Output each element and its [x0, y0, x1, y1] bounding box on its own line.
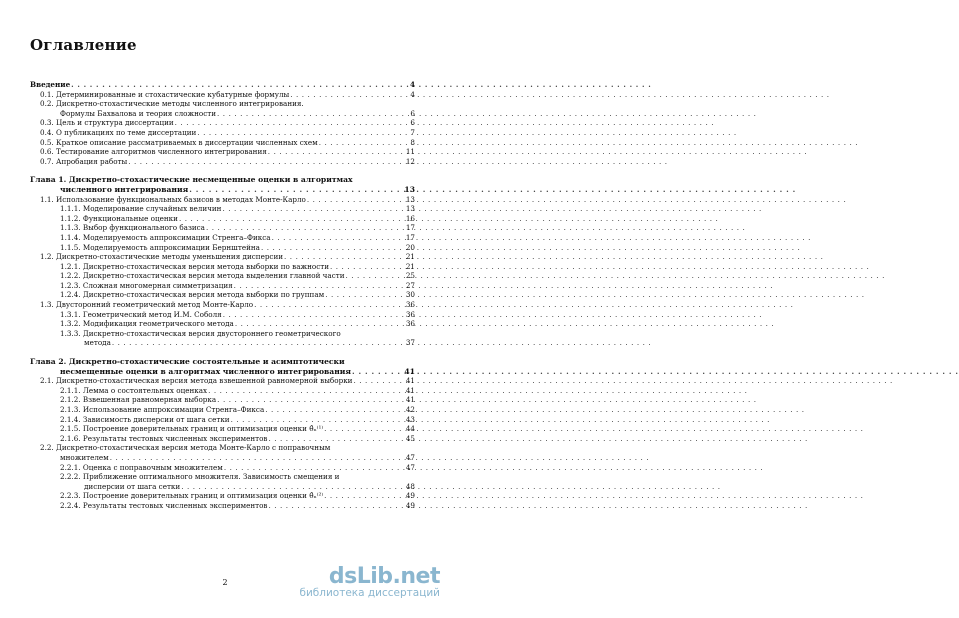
leader-dots: [175, 118, 714, 128]
toc-entry-page: 6: [410, 118, 415, 128]
leader-dots: [234, 281, 773, 291]
toc-entry[interactable]: [0, 463, 450, 473]
leader-dots: [206, 223, 745, 233]
toc-entry-title: 2.2.1. Оценка с поправочным множителем: [60, 462, 223, 472]
leader-dots: [181, 482, 720, 492]
toc-entry-title: 1.3. Двусторонний геометрический метод Монте-Карло: [40, 300, 254, 310]
toc-entry[interactable]: [0, 319, 450, 329]
leader-dots: [353, 376, 892, 386]
watermark: [299, 564, 440, 599]
toc-entry-title: Введение: [30, 80, 71, 89]
leader-dots: [254, 300, 793, 310]
toc-entry[interactable]: [0, 443, 450, 453]
toc-entry[interactable]: [0, 243, 450, 253]
leader-dots: [179, 214, 718, 224]
toc-entry[interactable]: [0, 175, 450, 185]
toc-entry-title: 1.1.1. Моделирование случайных величин: [60, 204, 222, 214]
toc-entry-title: дисперсии от шага сетки: [84, 481, 181, 491]
toc-entry-page: 13: [405, 204, 415, 214]
toc-entry-page: 43: [405, 414, 415, 424]
toc-entry[interactable]: [0, 204, 450, 214]
toc-entry-page: 11: [405, 147, 415, 157]
toc-entry-page: 16: [405, 213, 415, 223]
toc-entry-title: множителем: [60, 452, 109, 462]
toc-entry-page: 41: [404, 366, 415, 376]
leader-dots: [189, 185, 796, 195]
leader-dots: [208, 386, 747, 396]
watermark-subtitle: библиотека диссертаций: [299, 587, 440, 599]
toc-entry-title: 0.7. Апробация работы: [40, 156, 128, 166]
toc-entry-title: 0.4. О публикациях по теме диссертации: [40, 127, 197, 137]
toc-entry[interactable]: [0, 128, 450, 138]
toc-entry[interactable]: [0, 195, 450, 205]
leader-dots: [223, 310, 762, 320]
toc-entry-page: 13: [405, 194, 415, 204]
toc-entry-title: 1.2. Дискретно-стохастические методы уменьшения дисперсии: [40, 252, 284, 262]
toc-entry-title: 0.6. Тестирование алгоритмов численного интегрирования: [40, 147, 267, 157]
toc-entry-title: 2.2.3. Построение доверительных границ и оптимизация оценки θ̂ₙ⁽²⁾: [60, 491, 324, 501]
toc-entry-title: 0.5. Краткое описание рассматриваемых в диссертации численных схем: [40, 137, 318, 147]
toc-entry-page: 20: [405, 242, 415, 252]
toc-entry-page: 4: [409, 80, 415, 89]
toc-entry-title: 0.1. Детерминированные и стохастические кубатурные формулы: [40, 89, 290, 99]
toc-entry-title: несмещенные оценки в алгоритмах численного интегрирования: [60, 366, 352, 376]
toc-entry-title: 2.1.1. Лемма о состоятельных оценках: [60, 385, 208, 395]
toc-entry[interactable]: [0, 415, 450, 425]
toc-entry[interactable]: [0, 453, 450, 463]
toc-entry[interactable]: [0, 357, 450, 367]
toc-entry[interactable]: [0, 367, 450, 377]
toc-entry-title: 1.1.3. Выбор функционального базиса: [60, 223, 205, 233]
leader-dots: [307, 195, 846, 205]
toc-entry-page: 17: [405, 232, 415, 242]
toc-entry[interactable]: [0, 99, 450, 109]
toc-entry-page: 42: [405, 405, 415, 414]
toc-entry[interactable]: [0, 424, 450, 434]
toc-entry-title: 0.3. Цель и структура диссертации: [40, 118, 174, 128]
leader-dots: [268, 147, 807, 157]
toc-entry-title: 1.2.2. Дискретно-стохастическая версия метода выделения главной части: [60, 271, 345, 281]
toc-entry-page: 49: [405, 491, 415, 501]
toc-entry-page: 17: [405, 223, 415, 233]
toc-entry-page: 47: [405, 452, 415, 462]
toc-entry[interactable]: [0, 138, 450, 148]
toc-entry-title: 2.1. Дискретно-стохастическая версия метода взвешенной равномерной выборки: [40, 376, 353, 386]
toc-entry[interactable]: [0, 310, 450, 320]
page-title: Оглавление: [30, 36, 137, 54]
toc-entry-title: метода: [84, 338, 111, 348]
table-of-contents: [0, 80, 450, 511]
toc-entry[interactable]: [0, 262, 450, 272]
leader-dots: [217, 109, 756, 119]
toc-entry-title: 2.2.4. Результаты тестовых численных экспериментов: [60, 500, 268, 510]
toc-entry-page: 21: [405, 261, 415, 271]
toc-entry[interactable]: [0, 281, 450, 291]
toc-entry-title: 1.2.4. Дискретно-стохастическая версия метода выборки по группам: [60, 290, 325, 300]
toc-entry-title: 1.1.2. Функциональные оценки: [60, 213, 178, 223]
toc-entry-title: 1.2.3. Сложная многомерная симметризация: [60, 280, 233, 290]
toc-entry-title: 1.1.5. Моделируемость аппроксимации Бернштейна: [60, 242, 260, 252]
toc-entry-page: 48: [405, 481, 415, 491]
toc-entry-page: 37: [405, 338, 415, 348]
toc-entry-title: 2.1.4. Зависимость дисперсии от шага сетки: [60, 414, 230, 424]
toc-entry-page: 41: [405, 395, 415, 405]
toc-entry-title: 2.1.3. Использование аппроксимации Стренга–Фикса: [60, 405, 265, 414]
toc-entry-page: 41: [405, 376, 415, 386]
toc-entry-page: 45: [405, 433, 415, 443]
leader-dots: [265, 405, 804, 415]
toc-entry[interactable]: [0, 80, 450, 90]
toc-entry-title: 1.1.4. Моделируемость аппроксимации Стренга–Фикса: [60, 232, 271, 242]
toc-entry-title: 1.3.3. Дискретно-стохастическая версия двустороннего геометрического: [60, 328, 341, 338]
leader-dots: [110, 453, 649, 463]
toc-entry-page: 41: [405, 385, 415, 395]
section-gap: [0, 348, 450, 357]
toc-entry[interactable]: [0, 214, 450, 224]
toc-entry[interactable]: [0, 290, 450, 300]
toc-entry-page: 7: [410, 127, 415, 137]
toc-entry[interactable]: [0, 434, 450, 444]
toc-entry[interactable]: [0, 118, 450, 128]
toc-entry-title: 1.3.2. Модификация геометрического метода: [60, 319, 234, 329]
leader-dots: [128, 157, 667, 167]
leader-dots: [112, 338, 651, 348]
toc-entry-page: 30: [405, 290, 415, 300]
toc-entry[interactable]: [0, 472, 450, 482]
toc-entry-title: 0.2. Дискретно-стохастические методы численного интегрирования.: [40, 99, 304, 109]
watermark-logo: dsLib.net: [328, 564, 440, 589]
toc-entry-title: численного интегрирования: [60, 184, 189, 194]
toc-entry-page: 49: [405, 500, 415, 510]
toc-entry-page: 13: [404, 184, 415, 194]
toc-entry-page: 4: [410, 89, 415, 99]
toc-entry-title: 1.3.1. Геометрический метод И.М. Соболя: [60, 309, 222, 319]
toc-entry-title: Глава 2. Дискретно-стохастические состоятельные и асимптотически: [30, 357, 345, 367]
toc-entry-page: 25: [405, 271, 415, 281]
leader-dots: [71, 80, 651, 90]
toc-entry-title: 1.2.1. Дискретно-стохастическая версия метода выборки по важности: [60, 261, 329, 271]
toc-entry-title: Формулы Бахвалова и теория сложности: [60, 108, 217, 118]
leader-dots: [224, 463, 763, 473]
toc-entry[interactable]: [0, 338, 450, 348]
toc-entry-title: 2.2.2. Приближение оптимального множителя. Зависимость смещения и: [60, 472, 340, 482]
toc-entry[interactable]: [0, 491, 450, 501]
leader-dots: [268, 434, 807, 444]
toc-entry[interactable]: [0, 271, 450, 281]
toc-entry[interactable]: [0, 223, 450, 233]
toc-entry[interactable]: [0, 376, 450, 386]
toc-entry-title: 1.1. Использование функциональных базисов в методах Монте-Карло: [40, 194, 306, 204]
page-number: 2: [222, 578, 228, 587]
toc-entry[interactable]: [0, 90, 450, 100]
toc-entry-page: 21: [405, 252, 415, 262]
toc-entry[interactable]: [0, 300, 450, 310]
toc-entry-title: Глава 1. Дискретно-стохастические несмещенные оценки в алгоритмах: [30, 175, 353, 185]
toc-entry-page: 47: [405, 462, 415, 472]
toc-entry-page: 44: [405, 424, 415, 434]
toc-entry-page: 8: [410, 137, 415, 147]
toc-entry-page: 27: [405, 280, 415, 290]
toc-entry[interactable]: [0, 405, 450, 415]
toc-entry-page: 12: [405, 156, 415, 166]
leader-dots: [346, 271, 885, 281]
leader-dots: [352, 367, 959, 377]
toc-entry[interactable]: [0, 157, 450, 167]
leader-dots: [222, 204, 761, 214]
leader-dots: [268, 501, 807, 511]
leader-dots: [231, 415, 770, 425]
toc-entry[interactable]: [0, 185, 450, 195]
leader-dots: [235, 319, 774, 329]
leader-dots: [272, 233, 811, 243]
toc-entry-page: 36: [405, 300, 415, 310]
leader-dots: [197, 128, 736, 138]
toc-entry[interactable]: [0, 482, 450, 492]
toc-entry[interactable]: [0, 252, 450, 262]
toc-entry[interactable]: [0, 233, 450, 243]
leader-dots: [290, 90, 829, 100]
toc-entry[interactable]: [0, 329, 450, 339]
toc-entry[interactable]: [0, 395, 450, 405]
toc-entry-title: 2.1.6. Результаты тестовых численных экспериментов: [60, 433, 268, 443]
toc-entry[interactable]: [0, 386, 450, 396]
leader-dots: [319, 138, 858, 148]
leader-dots: [217, 395, 756, 405]
toc-entry[interactable]: [0, 109, 450, 119]
toc-entry[interactable]: [0, 501, 450, 511]
toc-entry-page: 36: [405, 309, 415, 319]
toc-entry-page: 36: [405, 319, 415, 329]
toc-entry-title: 2.1.2. Взвешенная равномерная выборка: [60, 395, 217, 405]
leader-dots: [284, 252, 823, 262]
toc-entry-page: 6: [410, 108, 415, 118]
toc-entry-title: 2.2. Дискретно-стохастическая версия метода Монте-Карло с поправочным: [40, 443, 331, 453]
section-gap: [0, 166, 450, 175]
toc-entry[interactable]: [0, 147, 450, 157]
toc-entry-title: 2.1.5. Построение доверительных границ и оптимизация оценки θ̂ₙ⁽¹⁾: [60, 424, 324, 434]
leader-dots: [261, 243, 800, 253]
